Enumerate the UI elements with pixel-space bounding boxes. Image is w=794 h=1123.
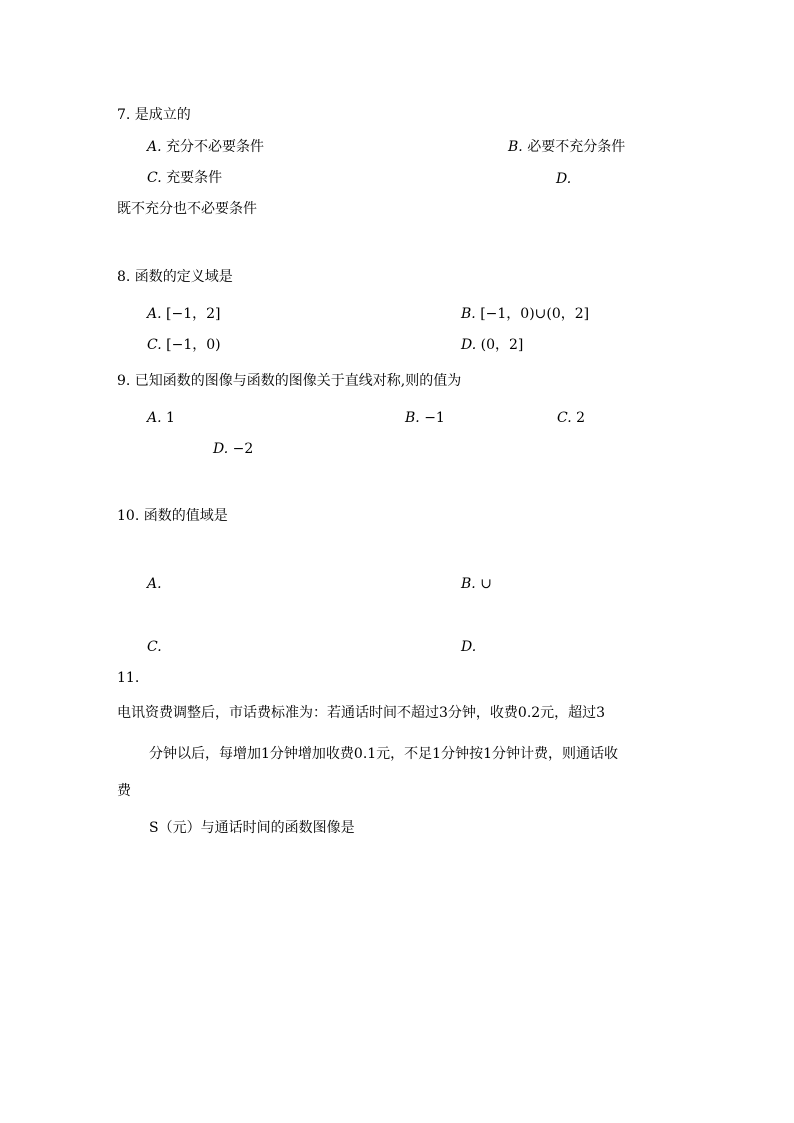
q11-line-1: 电讯资费调整后，市话费标准为：若通话时间不超过3分钟，收费0.2元，超过3 <box>117 705 606 721</box>
q8-option-b <box>461 305 589 323</box>
q8-option-a-text: [−1，2] <box>161 306 221 322</box>
q11-number: 11. <box>117 670 140 686</box>
q10-option-a-letter: A. <box>147 576 162 592</box>
q10-option-c-letter: C. <box>147 639 162 655</box>
q8-option-d-text: (0，2] <box>476 337 524 353</box>
q7-option-d <box>556 170 571 188</box>
q7-option-a <box>147 138 264 156</box>
q10-option-d-letter: D. <box>461 639 477 655</box>
q8-option-d <box>461 336 523 354</box>
q8-option-d-letter: D. <box>461 337 477 353</box>
q10-option-b-text: ∪ <box>475 576 492 592</box>
q9-option-b <box>405 409 445 427</box>
q10-stem: 10. 函数的值域是 <box>117 508 228 524</box>
q8-option-c <box>147 336 221 354</box>
q8-stem: 8. 函数的定义域是 <box>117 269 233 285</box>
q7-option-d-continuation: 既不充分也不必要条件 <box>117 201 257 217</box>
q10-option-a <box>147 575 162 593</box>
q9-option-b-text: −1 <box>419 410 445 426</box>
q11-line-4: S（元）与通话时间的函数图像是 <box>149 820 355 836</box>
q7-option-b-text: 必要不充分条件 <box>522 139 626 155</box>
q10-option-d <box>461 638 476 656</box>
q8-option-c-letter: C. <box>147 337 162 353</box>
q7-option-d-letter: D. <box>556 171 572 187</box>
q7-option-b <box>508 138 625 156</box>
q8-option-b-letter: B. <box>461 306 476 322</box>
q7-option-c <box>147 169 222 187</box>
q9-option-c <box>557 409 585 427</box>
q9-option-b-letter: B. <box>405 410 420 426</box>
q8-option-b-text: [−1，0)∪(0，2] <box>475 306 590 322</box>
q10-option-c <box>147 638 162 656</box>
q7-stem: 7. 是成立的 <box>117 107 191 123</box>
q7-option-c-text: 充要条件 <box>161 170 223 186</box>
q9-option-d <box>213 440 253 458</box>
q8-option-c-text: [−1，0) <box>161 337 221 353</box>
q7-option-c-letter: C. <box>147 170 162 186</box>
q9-option-a-text: 1 <box>161 410 175 426</box>
q9-option-d-text: −2 <box>228 441 254 457</box>
q9-option-d-letter: D. <box>213 441 229 457</box>
q11-line-2: 分钟以后，每增加1分钟增加收费0.1元，不足1分钟按1分钟计费，则通话收 <box>149 746 618 762</box>
q8-option-a-letter: A. <box>147 306 162 322</box>
q10-option-b <box>461 575 492 593</box>
q9-option-a-letter: A. <box>147 410 162 426</box>
q7-option-a-text: 充分不必要条件 <box>161 139 265 155</box>
q7-option-b-letter: B. <box>508 139 523 155</box>
q11-line-3: 费 <box>117 783 131 799</box>
q9-option-c-text: 2 <box>571 410 586 426</box>
q7-option-a-letter: A. <box>147 139 162 155</box>
q9-option-a <box>147 409 175 427</box>
q9-stem: 9. 已知函数的图像与函数的图像关于直线对称,则的值为 <box>117 373 462 389</box>
q10-option-b-letter: B. <box>461 576 476 592</box>
q8-option-a <box>147 305 220 323</box>
q9-option-c-letter: C. <box>557 410 572 426</box>
